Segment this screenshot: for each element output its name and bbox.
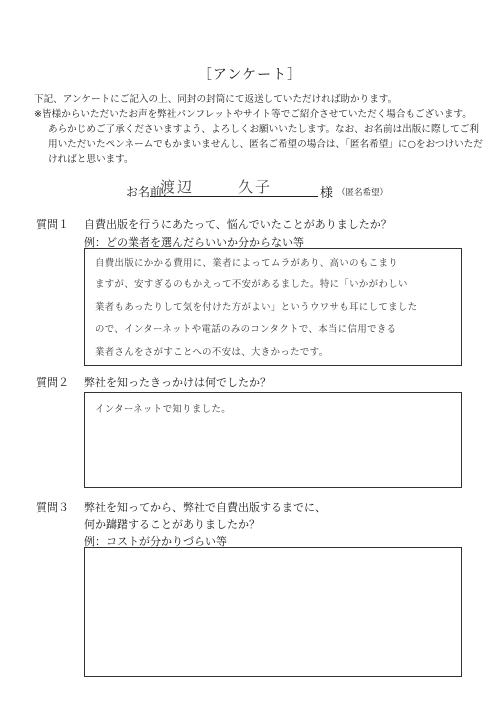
answer-box-2[interactable] [84, 392, 462, 488]
question-2-number: 質問２ [36, 376, 69, 389]
intro-line: ※皆様からいただいたお声を弊社パンフレットやサイト等でご紹介させていただく場合もございます。 [34, 109, 472, 120]
name-label: お名前： [126, 185, 175, 199]
page-title: ［アンケート］ [197, 67, 303, 83]
question-3-text-2: 何か躊躇することがありましたか？ [84, 518, 260, 531]
answer-1-line: 自費出版にかかる費用に、業者によってムラがあり、高いのもこまり [95, 258, 399, 269]
answer-1-line: ますが、安すぎるのもかえって不安があるました。特に「いかがわしい [95, 279, 408, 290]
intro-line: 用いただいたペンネームでもかまいませんし、匿名ご希望の場合は、「匿名希望」に○をおつけいただ [48, 139, 483, 150]
intro-line: 下記、アンケートにご記入の上、同封の封筒にて返送していただければ助かります。 [34, 94, 398, 105]
answer-1-line: 業者もあったりして気を付けた方がよい」というウワサも耳にしてました [95, 302, 418, 313]
question-3-number: 質問３ [36, 501, 69, 514]
name-surname: 渡辺 [160, 178, 195, 196]
question-3-example: 例：コストが分かりづらい等 [84, 535, 227, 548]
name-given: 久子 [238, 178, 273, 196]
question-1-example: 例：どの業者を選んだらいいか分からない等 [84, 236, 304, 249]
answer-box-1[interactable] [84, 248, 462, 366]
answer-1-line: 業者さんをさがすことへの不安は、大きかったです。 [95, 347, 329, 358]
answer-box-3[interactable] [84, 547, 462, 677]
name-underline [150, 196, 318, 197]
question-2-text: 弊社を知ったきっかけは何でしたか？ [84, 376, 271, 389]
answer-2-line: インターネットで知りました。 [95, 404, 232, 415]
answer-1-line: ので、インターネットや電話のみのコンタクトで、本当に信用できる [95, 324, 397, 335]
intro-line: あらかじめご了承くださいますよう、よろしくお願いいたします。なお、お名前は出版に際してご利 [48, 124, 479, 135]
question-3-text: 弊社を知ってから、弊社で自費出版するまでに、 [84, 501, 326, 514]
honorific: 様 [320, 186, 334, 201]
anonymous-option[interactable]: （匿名希望） [337, 188, 389, 198]
question-1-number: 質問１ [36, 218, 69, 231]
intro-line: ければと思います。 [48, 154, 134, 165]
question-1-text: 自費出版を行うにあたって、悩んでいたことがありましたか？ [84, 218, 392, 231]
